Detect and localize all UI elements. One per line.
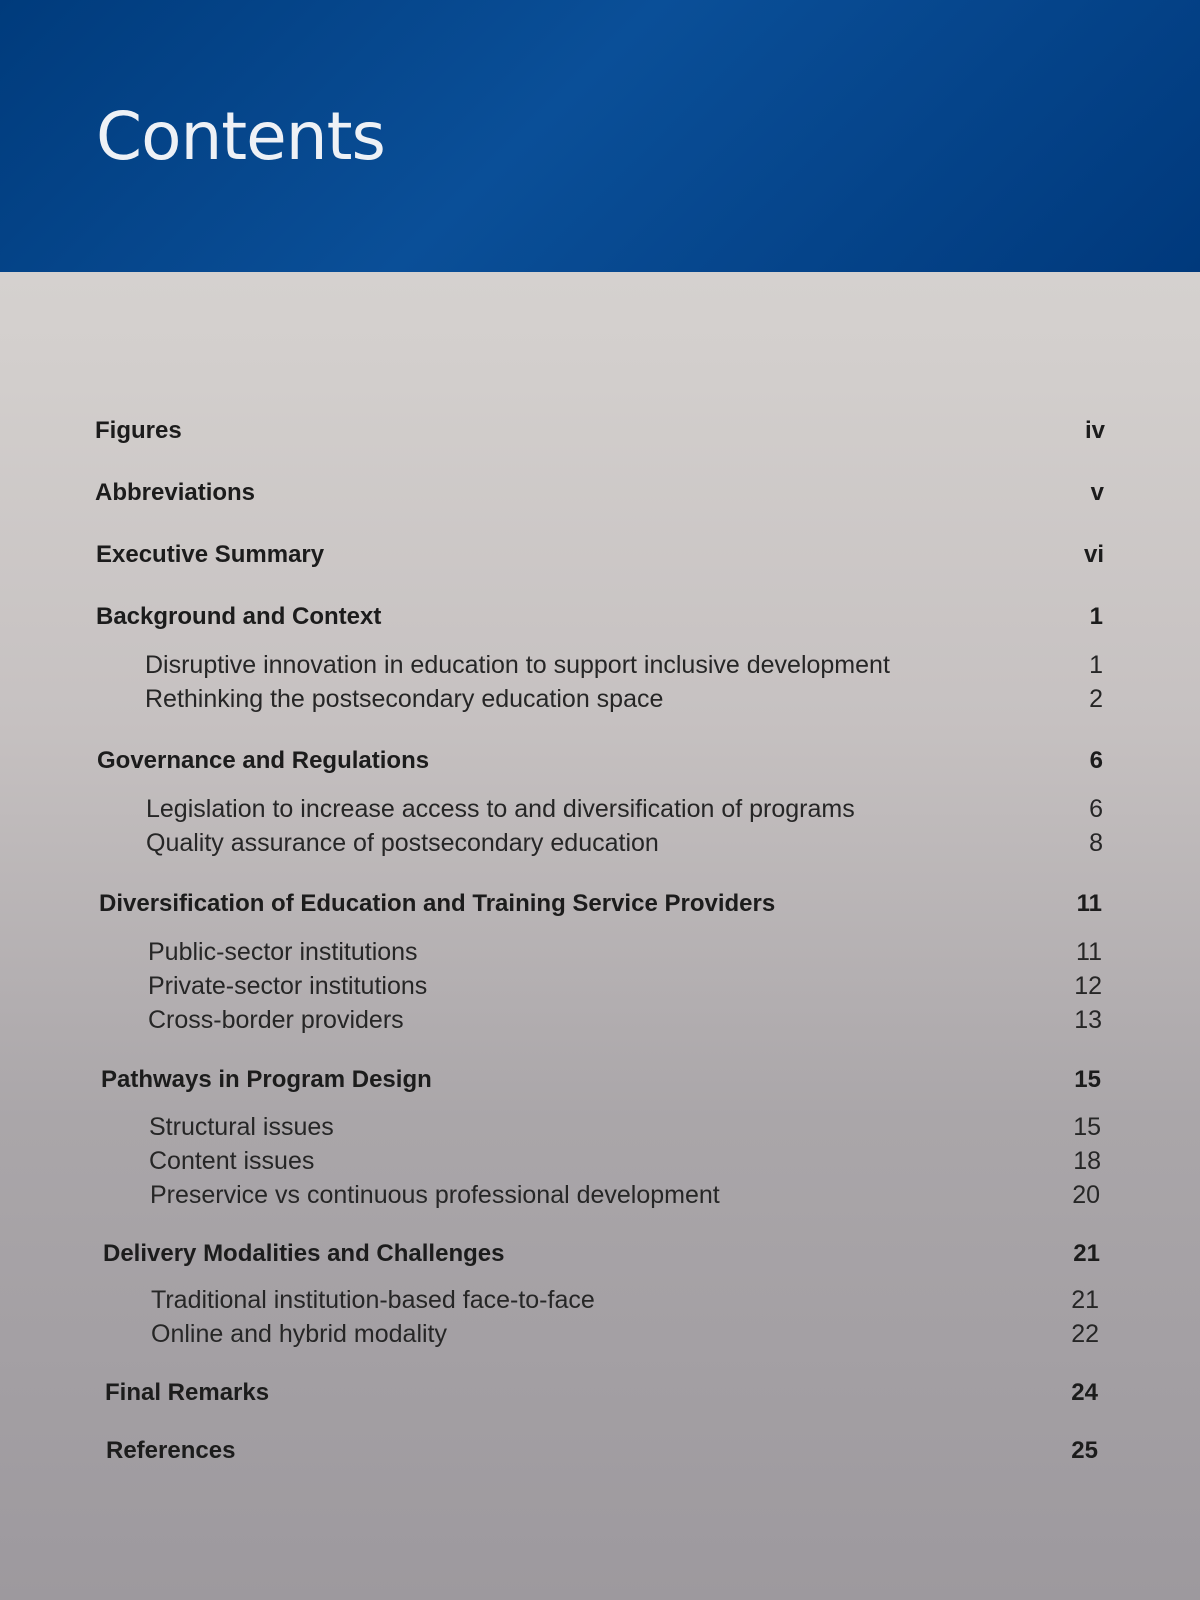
- toc-entry-label: Pathways in Program Design: [101, 1066, 432, 1093]
- toc-subentry-rethinking-postsecondary: [145, 681, 1103, 717]
- toc-entry-label: Final Remarks: [105, 1379, 270, 1406]
- table-of-contents: [0, 400, 1200, 1500]
- toc-entry-abbreviations: [95, 475, 1104, 511]
- toc-entry-page: 6: [1089, 794, 1103, 823]
- toc-subentry-preservice: [150, 1177, 1100, 1213]
- toc-entry-delivery-modalities: [103, 1236, 1100, 1272]
- toc-entry-label: Cross-border providers: [148, 1005, 404, 1034]
- toc-entry-page: 12: [1074, 971, 1102, 1000]
- toc-entry-page: 11: [1076, 890, 1102, 917]
- toc-entry-label: Rethinking the postsecondary education space: [145, 684, 664, 713]
- toc-entry-label: Disruptive innovation in education to support inclusive development: [145, 650, 890, 679]
- toc-entry-executive-summary: [96, 537, 1104, 573]
- toc-subentry-content-issues: [149, 1143, 1101, 1179]
- toc-entry-label: Executive Summary: [96, 541, 325, 568]
- toc-entry-page: 18: [1073, 1146, 1101, 1175]
- toc-subentry-structural-issues: [149, 1109, 1101, 1145]
- toc-entry-label: Online and hybrid modality: [151, 1319, 447, 1348]
- toc-entry-page: 11: [1076, 937, 1102, 966]
- toc-entry-label: Governance and Regulations: [97, 747, 430, 774]
- toc-subentry-quality-assurance: [146, 825, 1103, 861]
- toc-entry-diversification-of-providers: [99, 886, 1102, 922]
- toc-entry-label: Figures: [95, 417, 182, 444]
- toc-subentry-private-sector: [148, 968, 1102, 1004]
- toc-entry-page: 13: [1074, 1005, 1102, 1034]
- toc-entry-page: 6: [1089, 747, 1103, 774]
- toc-entry-label: Delivery Modalities and Challenges: [103, 1240, 505, 1267]
- toc-entry-background-and-context: [96, 599, 1103, 635]
- toc-entry-label: Preservice vs continuous professional development: [150, 1180, 720, 1209]
- toc-entry-page: 24: [1071, 1379, 1098, 1406]
- toc-subentry-legislation: [146, 791, 1103, 827]
- toc-subentry-traditional: [151, 1282, 1099, 1318]
- toc-entry-final-remarks: [105, 1375, 1098, 1411]
- toc-entry-label: Diversification of Education and Training Service Providers: [99, 890, 776, 917]
- toc-entry-page: vi: [1083, 541, 1104, 568]
- toc-entry-label: Abbreviations: [95, 479, 256, 506]
- toc-entry-label: Private-sector institutions: [148, 971, 428, 1000]
- toc-entry-label: Structural issues: [149, 1112, 334, 1141]
- toc-entry-label: Background and Context: [96, 603, 382, 630]
- page-title: Contents: [96, 98, 385, 175]
- toc-entry-page: 15: [1074, 1066, 1101, 1093]
- toc-entry-pathways-in-program-design: [101, 1062, 1101, 1098]
- toc-entry-governance-and-regulations: [97, 743, 1103, 779]
- toc-entry-page: 22: [1071, 1319, 1099, 1348]
- toc-subentry-disruptive-innovation: [145, 647, 1103, 683]
- toc-entry-label: References: [106, 1437, 236, 1464]
- toc-subentry-public-sector: [148, 934, 1102, 970]
- toc-entry-references: [106, 1433, 1098, 1469]
- toc-entry-page: 1: [1089, 603, 1103, 630]
- toc-entry-page: 15: [1073, 1112, 1101, 1141]
- toc-entry-label: Traditional institution-based face-to-face: [151, 1285, 595, 1314]
- toc-entry-label: Content issues: [149, 1146, 315, 1175]
- toc-subentry-cross-border: [148, 1002, 1102, 1038]
- toc-entry-label: Quality assurance of postsecondary education: [146, 828, 659, 857]
- header-band: [0, 0, 1200, 272]
- toc-entry-page: 21: [1071, 1285, 1099, 1314]
- toc-entry-label: Public-sector institutions: [148, 937, 418, 966]
- toc-entry-page: 25: [1071, 1437, 1098, 1464]
- toc-entry-label: Legislation to increase access to and diversification of programs: [146, 794, 855, 823]
- toc-entry-figures: [95, 413, 1105, 449]
- toc-entry-page: iv: [1084, 417, 1105, 444]
- toc-entry-page: v: [1090, 479, 1104, 506]
- toc-entry-page: 20: [1072, 1180, 1100, 1209]
- toc-entry-page: 2: [1089, 684, 1103, 713]
- toc-entry-page: 21: [1073, 1240, 1100, 1267]
- toc-entry-page: 1: [1089, 650, 1103, 679]
- toc-entry-page: 8: [1089, 828, 1103, 857]
- toc-subentry-online-hybrid: [151, 1316, 1099, 1352]
